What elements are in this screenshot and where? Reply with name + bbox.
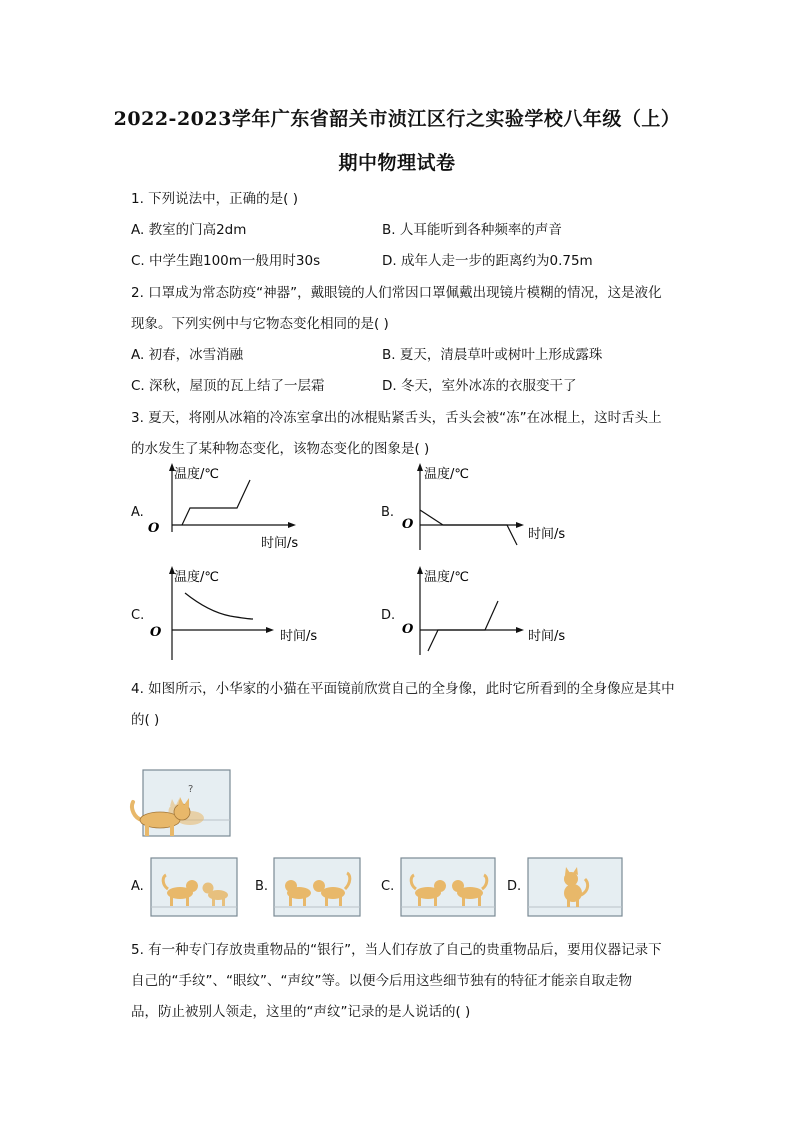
q2-stem-line1: 2. 口罩成为常态防疫“神器”，戴眼镜的人们常因口罩佩戴出现镜片模糊的情况，这是液化 [131,285,662,301]
q5-stem-line3: 品，防止被别人领走，这里的“声纹”记录的是人说话的( ) [131,1004,471,1020]
q3-option-a-letter[interactable]: A. [131,505,144,520]
q4-mirror-cat-figure [128,768,238,840]
x-label: 时间/s [280,629,318,644]
q4-option-a-letter[interactable]: A. [131,879,144,894]
q3-stem-line2: 的水发生了某种物态变化，该物态变化的图象是( ) [131,441,430,457]
curve-b [420,510,517,545]
x-axis-arrow [266,627,274,633]
origin-label: O [150,625,162,640]
curve-c [185,593,253,619]
origin-label: O [402,517,414,532]
x-axis-arrow [516,522,524,528]
q3-graph-d[interactable] [390,563,590,663]
q3-graph-a[interactable] [140,460,340,555]
q4-option-c-letter[interactable]: C. [381,879,395,894]
q3-stem-line1: 3. 夏天，将刚从冰箱的冷冻室拿出的冰棍贴紧舌头，舌头会被“冻”在冰棍上，这时舌头上 [131,410,662,426]
q4-option-b-letter[interactable]: B. [255,879,269,894]
x-axis-arrow [288,522,296,528]
y-label: 温度/℃ [424,570,469,585]
q4-option-d-image[interactable] [527,857,623,917]
q1-option-b[interactable]: B. 人耳能听到各种频率的声音 [382,222,562,238]
q3-graph-b[interactable] [390,460,590,555]
exam-title-line2: 期中物理试卷 [338,152,456,174]
q4-stem-line2: 的( ) [131,712,160,728]
question-mark: ? [188,784,194,795]
q1-option-a[interactable]: A. 教室的门高2dm [131,222,247,238]
curve-a [182,480,250,525]
q3-graph-c[interactable] [140,563,340,663]
exam-title-line1: 2022-2023学年广东省韶关市浈江区行之实验学校八年级（上） [113,108,681,130]
y-axis-arrow [417,566,423,574]
q3-option-c-letter[interactable]: C. [131,608,145,623]
x-label: 时间/s [528,527,566,542]
x-axis-arrow [516,627,524,633]
x-label: 时间/s [528,629,566,644]
q3-option-b-letter[interactable]: B. [381,505,395,520]
q4-option-a-image[interactable] [150,857,238,917]
y-label: 温度/℃ [174,467,219,482]
y-label: 温度/℃ [424,467,469,482]
origin-label: O [148,521,160,536]
origin-label: O [402,622,414,637]
y-label: 温度/℃ [174,570,219,585]
x-label: 时间/s [261,536,299,551]
q3-option-d-letter[interactable]: D. [381,608,396,623]
y-axis-arrow [417,463,423,471]
q4-option-b-image[interactable] [273,857,361,917]
curve-d [428,601,498,651]
q2-option-d[interactable]: D. 冬天，室外冰冻的衣服变干了 [382,378,577,394]
q1-option-d[interactable]: D. 成年人走一步的距离约为0.75m [382,253,593,269]
q1-option-c[interactable]: C. 中学生跑100m一般用时30s [131,253,321,269]
q1-stem: 1. 下列说法中，正确的是( ) [131,191,298,207]
q2-stem-line2: 现象。下列实例中与它物态变化相同的是( ) [131,316,389,332]
q2-option-b[interactable]: B. 夏天，清晨草叶或树叶上形成露珠 [382,347,603,363]
q5-stem-line2: 自己的“手纹”、“眼纹”、“声纹”等。以便今后用这些细节独有的特征才能亲自取走物 [131,973,632,989]
q5-stem-line1: 5. 有一种专门存放贵重物品的“银行”，当人们存放了自己的贵重物品后，要用仪器记录下 [131,942,662,958]
q2-option-c[interactable]: C. 深秋，屋顶的瓦上结了一层霜 [131,378,325,394]
q4-option-d-letter[interactable]: D. [507,879,522,894]
q2-option-a[interactable]: A. 初春，冰雪消融 [131,347,244,363]
q4-option-c-image[interactable] [400,857,496,917]
q4-stem-line1: 4. 如图所示，小华家的小猫在平面镜前欣赏自己的全身像，此时它所看到的全身像应是其中 [131,681,675,697]
